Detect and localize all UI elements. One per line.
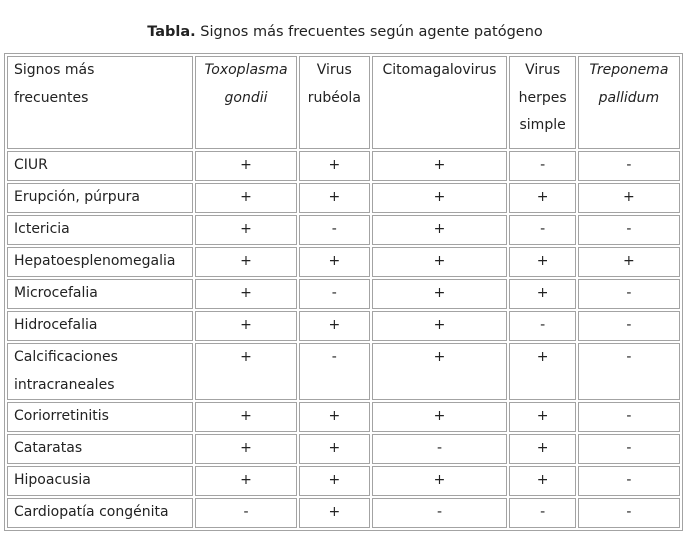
value-cell: +: [372, 343, 508, 400]
value-cell: +: [195, 183, 297, 213]
value-cell: +: [195, 151, 297, 181]
value-cell: +: [195, 215, 297, 245]
value-cell: +: [195, 247, 297, 277]
value-cell: +: [195, 279, 297, 309]
table-row: [7, 215, 680, 245]
sign-cell: Erupción, púrpura: [7, 183, 193, 213]
value-cell: +: [299, 247, 369, 277]
value-cell: -: [372, 434, 508, 464]
value-cell: -: [578, 434, 680, 464]
table-row: [7, 498, 680, 528]
value-cell: +: [299, 402, 369, 432]
table-row: [7, 466, 680, 496]
value-cell: +: [509, 247, 575, 277]
table-row: [7, 343, 680, 400]
table-row: [7, 434, 680, 464]
table-row: [7, 402, 680, 432]
table-row: [7, 279, 680, 309]
header-herpes: Virus herpes simple: [509, 56, 575, 149]
value-cell: +: [195, 434, 297, 464]
value-cell: +: [195, 466, 297, 496]
value-cell: -: [299, 343, 369, 400]
sign-cell: Calcificaciones intracraneales: [7, 343, 193, 400]
value-cell: -: [509, 311, 575, 341]
value-cell: +: [509, 466, 575, 496]
table-row: [7, 247, 680, 277]
table-row: [7, 311, 680, 341]
value-cell: +: [299, 434, 369, 464]
header-signos: Signos más frecuentes: [7, 56, 193, 149]
table-row: [7, 151, 680, 181]
table-caption: [0, 22, 690, 42]
value-cell: +: [578, 183, 680, 213]
value-cell: +: [299, 466, 369, 496]
value-cell: -: [299, 215, 369, 245]
sign-cell: CIUR: [7, 151, 193, 181]
value-cell: +: [372, 466, 508, 496]
value-cell: +: [509, 402, 575, 432]
value-cell: +: [578, 247, 680, 277]
value-cell: +: [509, 343, 575, 400]
sign-cell: Hipoacusia: [7, 466, 193, 496]
value-cell: -: [509, 215, 575, 245]
value-cell: -: [195, 498, 297, 528]
value-cell: +: [372, 151, 508, 181]
value-cell: -: [578, 215, 680, 245]
sign-cell: Cardiopatía congénita: [7, 498, 193, 528]
value-cell: -: [372, 498, 508, 528]
sign-cell: Coriorretinitis: [7, 402, 193, 432]
table-row: [7, 183, 680, 213]
value-cell: -: [509, 498, 575, 528]
value-cell: +: [509, 183, 575, 213]
header-citomegalovirus: Citomagalovirus: [372, 56, 508, 149]
value-cell: +: [509, 434, 575, 464]
signs-table: [4, 53, 683, 531]
value-cell: -: [578, 279, 680, 309]
value-cell: +: [372, 402, 508, 432]
value-cell: -: [578, 498, 680, 528]
value-cell: +: [195, 343, 297, 400]
value-cell: -: [509, 151, 575, 181]
value-cell: +: [372, 279, 508, 309]
caption-label: Tabla.: [147, 24, 196, 40]
sign-cell: Ictericia: [7, 215, 193, 245]
sign-cell: Hidrocefalia: [7, 311, 193, 341]
sign-cell: Hepatoesplenomegalia: [7, 247, 193, 277]
value-cell: -: [578, 466, 680, 496]
caption-text: Signos más frecuentes según agente patógeno: [195, 24, 543, 40]
value-cell: +: [299, 311, 369, 341]
value-cell: -: [578, 402, 680, 432]
value-cell: +: [372, 215, 508, 245]
value-cell: +: [299, 498, 369, 528]
value-cell: +: [509, 279, 575, 309]
header-rubeola: Virus rubéola: [299, 56, 369, 149]
value-cell: +: [195, 311, 297, 341]
header-row: [7, 56, 680, 149]
value-cell: +: [372, 183, 508, 213]
value-cell: -: [578, 343, 680, 400]
value-cell: -: [578, 311, 680, 341]
value-cell: +: [299, 151, 369, 181]
value-cell: -: [578, 151, 680, 181]
header-treponema: Treponema pallidum: [578, 56, 680, 149]
value-cell: +: [372, 247, 508, 277]
sign-cell: Cataratas: [7, 434, 193, 464]
value-cell: -: [299, 279, 369, 309]
value-cell: +: [195, 402, 297, 432]
header-toxoplasma: Toxoplasma gondii: [195, 56, 297, 149]
sign-cell: Microcefalia: [7, 279, 193, 309]
value-cell: +: [299, 183, 369, 213]
value-cell: +: [372, 311, 508, 341]
